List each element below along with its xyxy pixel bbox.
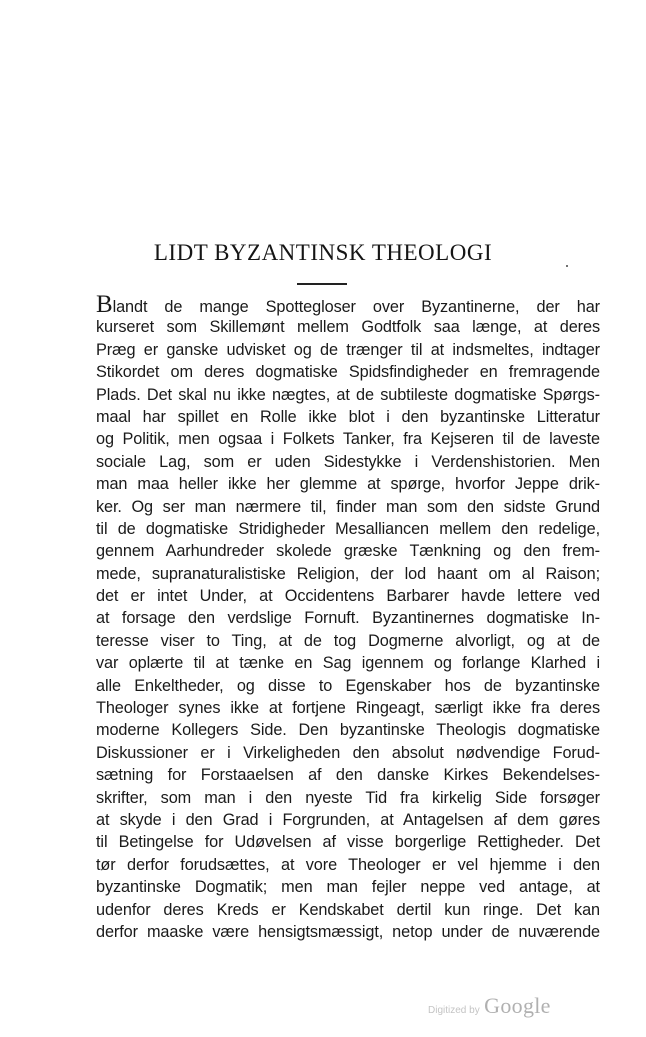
text-line: at forsage den verdslige Fornuft. Byzantinernes dogmatiske In- [96, 609, 600, 628]
text-line: Theologer synes ikke at fortjene Ringeagt, særligt ikke fra deres [96, 699, 600, 718]
body-text [96, 291, 600, 943]
text-line: og Politik, men ogsaa i Folkets Tanker, fra Kejseren til de laveste [96, 430, 600, 449]
text-line: byzantinske Dogmatik; men man fejler neppe ved antage, at [96, 878, 600, 897]
text-line: det er intet Under, at Occidentens Barbarer havde lettere ved [96, 587, 600, 606]
text-line: var oplærte til at tænke en Sag igennem og forlange Klarhed i [96, 654, 600, 673]
first-line-text: landt de mange Spottegloser over Byzantinerne, der har [112, 298, 600, 316]
text-line: gennem Aarhundreder skolede græske Tænkning og den frem- [96, 542, 600, 561]
text-line: maal har spillet en Rolle ikke blot i den byzantinske Litteratur [96, 407, 600, 426]
text-line: skrifter, som man i den nyeste Tid fra kirkelig Side forsøger [96, 788, 600, 807]
scan-speck [566, 265, 568, 267]
text-line: man maa heller ikke her glemme at spørge, hvorfor Jeppe drik- [96, 475, 600, 494]
text-line: Præg er ganske udvisket og de trænger til at indsmeltes, indtager [96, 340, 600, 359]
text-line: Stikordet om deres dogmatiske Spidsfindigheder en fremragende [96, 363, 600, 382]
text-line: sætning for Forstaaelsen af den danske Kirkes Bekendelses- [96, 766, 600, 785]
google-logo: Google [484, 993, 551, 1018]
text-line: Diskussioner er i Virkeligheden den absolut nødvendige Forud- [96, 743, 600, 762]
text-line: mede, supranaturalistiske Religion, der lod haant om al Raison; [96, 564, 600, 583]
initial-letter: B [96, 291, 113, 318]
chapter-title: LIDT BYZANTINSK THEOLOGI [153, 240, 493, 265]
text-line: tør derfor forudsættes, at vore Theologer er vel hjemme i den [96, 855, 600, 874]
text-line: at skyde i den Grad i Forgrunden, at Antagelsen af dem gøres [96, 810, 600, 829]
first-text-line [96, 291, 600, 318]
text-line: til de dogmatiske Stridigheder Mesalliancen mellem den redelige, [96, 519, 600, 538]
text-line: moderne Kollegers Side. Den byzantinske Theologis dogmatiske [96, 721, 600, 740]
text-line: Plads. Det skal nu ikke nægtes, at de subtileste dogmatiske Spørgs- [96, 385, 600, 404]
text-line: til Betingelse for Udøvelsen af visse borgerlige Rettigheder. Det [96, 833, 600, 852]
text-line: teresse viser to Ting, at de tog Dogmerne alvorligt, og at de [96, 631, 600, 650]
digitized-watermark [428, 993, 551, 1019]
text-line: alle Enkeltheder, og disse to Egenskaber hos de byzantinske [96, 676, 600, 695]
text-line: udenfor deres Kreds er Kendskabet dertil kun ringe. Det kan [96, 900, 600, 919]
text-line: sociale Lag, som er uden Sidestykke i Verdenshistorien. Men [96, 452, 600, 471]
last-text-line: derfor maaske være hensigtsmæssigt, netop under de nuværende [96, 922, 600, 941]
text-line: ker. Og ser man nærmere til, finder man som den sidste Grund [96, 497, 600, 516]
text-line: kurseret som Skillemønt mellem Godtfolk saa længe, at deres [96, 318, 600, 337]
digitized-by-label: Digitized by [428, 1005, 480, 1016]
title-rule [297, 283, 347, 285]
